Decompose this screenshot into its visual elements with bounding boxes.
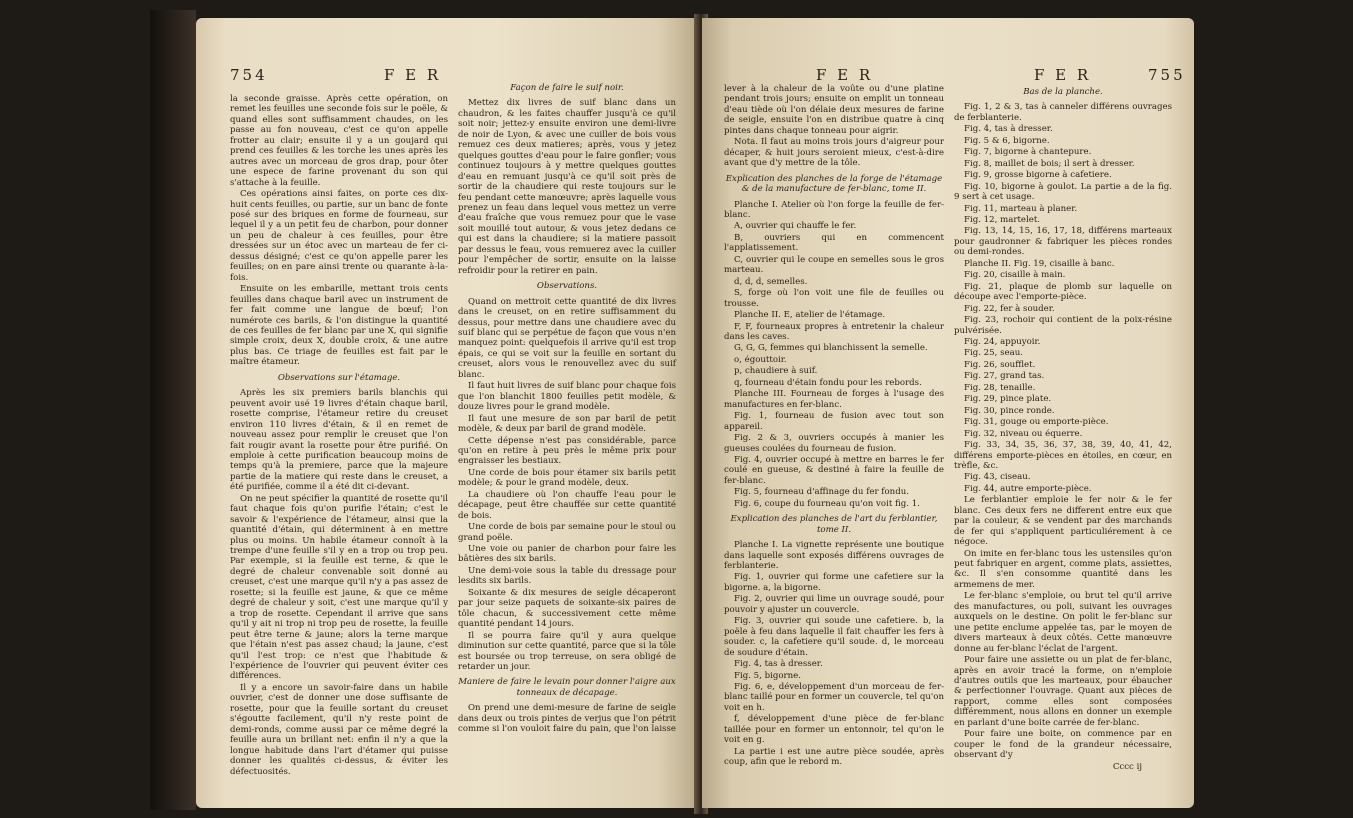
list-item: Fig. 1, 2 & 3, tas à canneler différens ouvrages de ferblanterie. [954, 102, 1172, 123]
list-item: Fig. 32, niveau ou équerre. [964, 428, 1083, 439]
list-item: Fig. 43, ciseau. [964, 472, 1031, 483]
list-item: Fig. 29, pince plate. [964, 394, 1052, 405]
list-item: Fig. 2 & 3, ouvriers occupés à manier les gueuses coulées du fourneau de fusion. [724, 433, 944, 454]
paragraph: Après les six premiers barils blanchis qui peuvent avoir usé 19 livres d'étain chaque baril, rosette comprise, l'étameur retire du creuset environ 110 livres d'étain, & il en remet de nouveau assez pour remplir le creuset que l'on fait rougir avant la rosette pour être purifié. On emploie à cette purification beaucoup moins de temps qu'à la premiere, parce que la majeure partie de la matiere qui reste dans le creuset, a été purifiée, comme il a été dit ci-devant. [230, 388, 448, 493]
list-item: Planche I. La vignette représente une boutique dans laquelle sont exposés différens ouvrages de ferblanterie. [724, 540, 944, 572]
list-item: q, fourneau d'étain fondu pour les rebords. [734, 377, 922, 388]
paragraph: On prend une demi-mesure de farine de seigle dans deux ou trois pintes de verjus que l'on pétrit comme si l'on vouloit faire du pain, que l'on laisse [458, 703, 677, 735]
right-running-head: F E R [816, 66, 874, 84]
list-item: Fig. 7, bigorne à chantepure. [964, 147, 1092, 158]
list-item: Planche III. Fourneau de forges à l'usage des manufactures en fer-blanc. [724, 389, 944, 410]
paragraph: Il faut une mesure de son par baril de petit modèle, & deux par baril de grand modèle. [458, 413, 676, 435]
paragraph: Pour faire une boite, on commence par en couper le fond de la grandeur nécessaire, observant d'y [954, 729, 1172, 761]
left-page [196, 18, 698, 808]
section-title: Explication des planches de l'art du ferblantier, tome II. [730, 514, 938, 535]
list-item: Fig. 33, 34, 35, 36, 37, 38, 39, 40, 41, 42, différens emporte-pièces en étoiles, en cœur, en trèfle, &c. [954, 440, 1172, 471]
list-item: Fig. 31, gouge ou emporte-pièce. [964, 417, 1109, 428]
list-item: Planche I. Atelier où l'on forge la feuille de fer-blanc. [724, 199, 944, 220]
list-item: Fig. 44, autre emporte-pièce. [964, 483, 1092, 494]
list-item: Fig. 6, e, développement d'un morceau de fer-blanc taillé pour en former un couvercle, tel qu'on voit en h. [724, 682, 944, 713]
list-item: Fig. 4, ouvrier occupé à mettre en barres le fer coulé en gueuse, & destiné à faire la feuille de fer-blanc. [724, 454, 944, 486]
signature-mark: Cccc ij [1112, 761, 1142, 772]
right-page-number: 755 [1148, 66, 1186, 84]
left-column-1 [230, 94, 448, 778]
right-column-1 [724, 84, 944, 769]
list-item: d, d, d, semelles. [734, 276, 808, 287]
section-title: Observations sur l'étamage. [277, 372, 401, 383]
section-title: Explication des planches de la forge de l'étamage & de la manufacture de fer-blanc, tome II. [725, 173, 943, 195]
list-item: Planche II. E, atelier de l'étamage. [734, 310, 886, 321]
paragraph: Une corde de bois par semaine pour le stoul ou grand poële. [458, 522, 676, 543]
left-page-number: 754 [230, 66, 268, 84]
list-item: Fig. 6, coupe du fourneau qu'on voit fig. 1. [734, 498, 920, 509]
list-item: Fig. 23, rochoir qui contient de la poix-résine pulvérisée. [954, 315, 1172, 336]
list-item: A, ouvrier qui chauffe le fer. [734, 221, 857, 232]
list-item: Fig. 5 & 6, bigorne. [964, 135, 1050, 146]
right-column-2 [954, 82, 1172, 776]
list-item: Fig. 27, grand tas. [964, 371, 1045, 382]
list-item: Fig. 25, seau. [964, 348, 1023, 359]
list-item: La partie i est une autre pièce soudée, après coup, afin que le rebord m. [724, 746, 944, 768]
list-item: o, égouttoir. [734, 354, 787, 365]
paragraph: la seconde graisse. Après cette opération, on remet les feuilles une seconde fois sur le poële, & quand elles sont suffisamment chaudes, on les passe au fon nouveau, c'est ce qu'on appelle frotter au clair; ensuite il y a un goujard qui prend ces feuilles & les torche les unes après les autres avec un morceau de gros drap, pour ôter une espece de farine provenant du son qui s'attache à la feuille. [230, 94, 448, 188]
list-item: Fig. 1, fourneau de fusion avec tout son appareil. [724, 411, 944, 432]
paragraph: Une corde de bois pour étamer six barils petit modèle; & pour le grand modèle, deux. [458, 467, 676, 489]
paragraph: La chaudiere où l'on chauffe l'eau pour le décapage, peut être chauffée sur cette quantité de bois. [458, 489, 676, 521]
list-item: S, forge où l'on voit une file de feuilles ou trousse. [724, 288, 944, 309]
list-item: f, développement d'une pièce de fer-blanc taillée pour en former un entonnoir, tel qu'on le voit en g. [724, 714, 944, 746]
paragraph: Nota. Il faut au moins trois jours d'aigreur pour décaper, & huit jours seroient mieux, c'est-à-dire avant que d'y mettre de la tôle. [724, 137, 944, 169]
paragraph: On ne peut spécifier la quantité de rosette qu'il faut chaque fois qu'on purifie l'étain; c'est le savoir & l'expérience de l'étameur, ainsi que la quantité d'étain, qui déterminent à en mettre plus ou moins. Un habile étameur connoît à la trempe d'une feuille s'il y en a trop ou trop peu. Par exemple, si la feuille est terne, & que le degré de chaleur convenable soit donné au creuset, c'est une marque qu'il n'y a pas assez de rosette; si la feuille est jaune, & que ce même degré de chaleur y soit, c'est une marque qu'il y a trop de rosette. Cependant il arrive que sans qu'il y ait ni trop ni trop peu de rosette, la feuille peut être terne & jaune; alors la terne marque que l'étain n'est pas assez chaud; la jaune, c'est qu'il l'est trop: ce n'est que l'habitude & l'expérience de l'ouvrier qui peuvent éviter ces différences. [230, 493, 448, 682]
list-item: Planche II. Fig. 19, cisaille à banc. [964, 258, 1115, 269]
list-item: Fig. 5, bigorne. [734, 670, 801, 681]
paragraph: Le ferblantier emploie le fer noir & le fer blanc. Ces deux fers ne different entre eux que par la couleur, & se vendent par des marchands de fer qui s'appliquent particuliérement à ce négoce. [954, 495, 1172, 548]
section-title: Bas de la planche. [1023, 87, 1103, 97]
paragraph: Il se pourra faire qu'il y aura quelque diminution sur cette quantité, parce que si la tôle est boursée ou trop terreuse, on sera obligé de retarder un jour. [458, 630, 676, 673]
list-item: Fig. 1, ouvrier qui forme une cafetiere sur la bigorne. a, la bigorne. [724, 572, 944, 593]
list-item: Fig. 10, bigorne à goulot. La partie a de la fig. 9 sert à cet usage. [954, 181, 1172, 203]
list-item: Fig. 5, fourneau d'affinage du fer fondu. [734, 487, 909, 498]
list-item: B, ouvriers qui en commencent l'applatissement. [724, 232, 944, 254]
paragraph: Pour faire une assiette ou un plat de fer-blanc, après en avoir tracé la forme, on n'emploie d'autres outils que les marteaux, pour ébaucher & perfectionner l'ouvrage. Quant aux pièces de rapport, comme elles sont composées différemment, nous allons en donner un exemple en parlant d'une boite carrée de fer-blanc. [954, 655, 1172, 728]
section-title: Maniere de faire le levain pour donner l'aigre aux tonneaux de décapage. [458, 677, 676, 698]
section-title: Observations. [536, 281, 598, 292]
paragraph: Mettez dix livres de suif blanc dans un chaudron, & les faites chauffer jusqu'à ce qu'il soit noir; jettez-y ensuite environ une demi-livre de noir de Lyon, & avec une cuiller de bois vous remuez ces deux matieres; après, vous y jetez quelques gouttes d'eau pour le faire gonfler; vous continuez toujours à y mettre quelques gouttes d'eau en remuant jusqu'à ce qu'il soit près de sortir de la chaudiere qui reste toujours sur le feu pendant cette manœuvre; après laquelle vous prenez un feau dans lequel vous mettez un verre d'eau fraîche que vous remuez pour que le vase soit mouillé tout autour, & vous jetez dedans ce qui est dans la chaudiere; si la matiere passoit par dessus le feau, vous remuerez avec la cuiller pour l'empêcher de sortir, ensuite on la laisse refroidir pour la retirer en pain. [458, 98, 676, 276]
list-item: Fig. 11, marteau à planer. [964, 203, 1078, 214]
paragraph: Une demi-voie sous la table du dressage pour lesdits six barils. [458, 565, 676, 587]
list-item: Fig. 26, soufflet. [964, 359, 1036, 370]
list-item: Fig. 21, plaque de plomb sur laquelle on découpe avec l'emporte-pièce. [954, 281, 1172, 303]
list-item: Fig. 28, tenaille. [964, 382, 1036, 393]
paragraph: On imite en fer-blanc tous les ustensiles qu'on peut fabriquer en argent, comme plats, assiettes, &c. Il s'en consomme quantité dans les armemens de mer. [954, 548, 1172, 590]
paragraph: Il y a encore un savoir-faire dans un habile ouvrier, c'est de donner une dose suffisante de rosette, pour que la feuille sortant du creuset s'égoutte facilement, qu'il n'y reste point de demi-ronds, comme aussi par ce même degré la feuille aura un brillant net: enfin il n'y a que la longue habitude dans l'art d'étamer qui puisse donner les qualités ci-dessus, & éviter les défectuosités. [230, 682, 448, 777]
list-item: Fig. 12, martelet. [964, 214, 1041, 225]
list-item: Fig. 4, tas à dresser. [734, 659, 823, 670]
list-item: Fig. 4, tas à dresser. [964, 124, 1053, 135]
right-running-head-2: F E R [1034, 66, 1092, 84]
right-page [702, 18, 1194, 808]
list-item: G, G, G, femmes qui blanchissent la semelle. [734, 343, 928, 354]
list-item: Fig. 3, ouvrier qui soude une cafetiere. b, la poële à feu dans laquelle il fait chauffer les fers à souder. c, la cafetiere qu'il soude. d, le morceau de soudure d'étain. [724, 616, 944, 658]
list-item: Fig. 13, 14, 15, 16, 17, 18, différens marteaux pour gaudronner & fabriquer les pièces rondes ou demi-rondes. [954, 226, 1172, 258]
list-item: Fig. 20, cisaille à main. [964, 270, 1066, 281]
list-item: C, ouvrier qui le coupe en semelles sous le gros marteau. [724, 254, 944, 276]
paragraph: Soixante & dix mesures de seigle décaperont par jour seize paquets de soixante-six paires de tôle chacun, & successivement cette même quantité pendant 14 jours. [458, 587, 676, 630]
paragraph: Le fer-blanc s'emploie, ou brut tel qu'il arrive des manufactures, ou poli, suivant les ouvrages auxquels on le destine. On polit le fer-blanc sur une petite enclume appelée tas, par le moyen de divers marteaux à deux côtés. Cette manœuvre donne au fer-blanc l'éclat de l'argent. [954, 591, 1172, 654]
paragraph: Quand on mettroit cette quantité de dix livres dans le creuset, on en retire suffisamment du dessus, pour mettre dans une chaudiere avec du suif blanc qui se perpétue de façon que vous n'en manquez point: quelquefois il arrive qu'il est trop épais, ce qui se voit sur la feuille en sortant du creuset, alors vous le renouvellez avec du suif blanc. [458, 296, 676, 380]
list-item: p, chaudiere à suif. [734, 366, 818, 377]
list-item: Fig. 8, maillet de bois; il sert à dresser. [964, 158, 1135, 169]
binding-shadow [150, 10, 196, 810]
list-item: Fig. 24, appuyoir. [964, 336, 1041, 347]
list-item: Fig. 30, pince ronde. [964, 405, 1055, 416]
left-column-2 [458, 78, 676, 736]
paragraph: lever à la chaleur de la voûte ou d'une platine pendant trois jours; ensuite on emplit un tonneau d'eau tiède où l'on délaie deux mesures de farine de seigle, ensuite l'on en distribue quatre à cinq pintes dans chaque tonneau pour aigrir. [724, 84, 944, 136]
paragraph: Ces opérations ainsi faites, on porte ces dix-huit cents feuilles, ou partie, sur un banc de fonte posé sur des briques en forme de fourneau, sur lequel il y a un petit feu de charbon, pour donner un peu de chaleur à ces feuilles, pour être dressées sur un étoc avec un marteau de fer ci-dessus désigné; c'est ce qu'on appelle parer les feuilles; on en pare ainsi trente ou quarante à-la-fois. [230, 189, 448, 283]
section-title: Façon de faire le suif noir. [510, 83, 624, 93]
list-item: Fig. 22, fer à souder. [964, 303, 1055, 314]
left-running-head: F E R [384, 66, 442, 84]
paragraph: Cette dépense n'est pas considérable, parce qu'on en retire à peu près le même prix pour engraisser les bestiaux. [458, 435, 676, 467]
paragraph: Ensuite on les embarille, mettant trois cents feuilles dans chaque baril avec un instrument de fer fait comme une langue de bœuf; l'on numérote ces barils, & l'on distingue la quantité de ces feuilles de fer blanc par une X, qui signifie simple croix, deux X, double croix, & une autre plus bas. Ce triage de feuilles est fait par le maître étameur. [230, 284, 448, 368]
list-item: Fig. 2, ouvrier qui lime un ouvrage soudé, pour pouvoir y ajuster un couvercle. [724, 594, 944, 615]
paragraph: Une voie ou panier de charbon pour faire les bâtières des six barils. [458, 544, 676, 565]
list-item: F, F, fourneaux propres à entretenir la chaleur dans les caves. [724, 321, 944, 342]
paragraph: Il faut huit livres de suif blanc pour chaque fois que l'on blanchit 1800 feuilles petit modèle, & douze livres pour le grand modèle. [458, 381, 676, 413]
list-item: Fig. 9, grosse bigorne à cafetiere. [964, 170, 1112, 181]
